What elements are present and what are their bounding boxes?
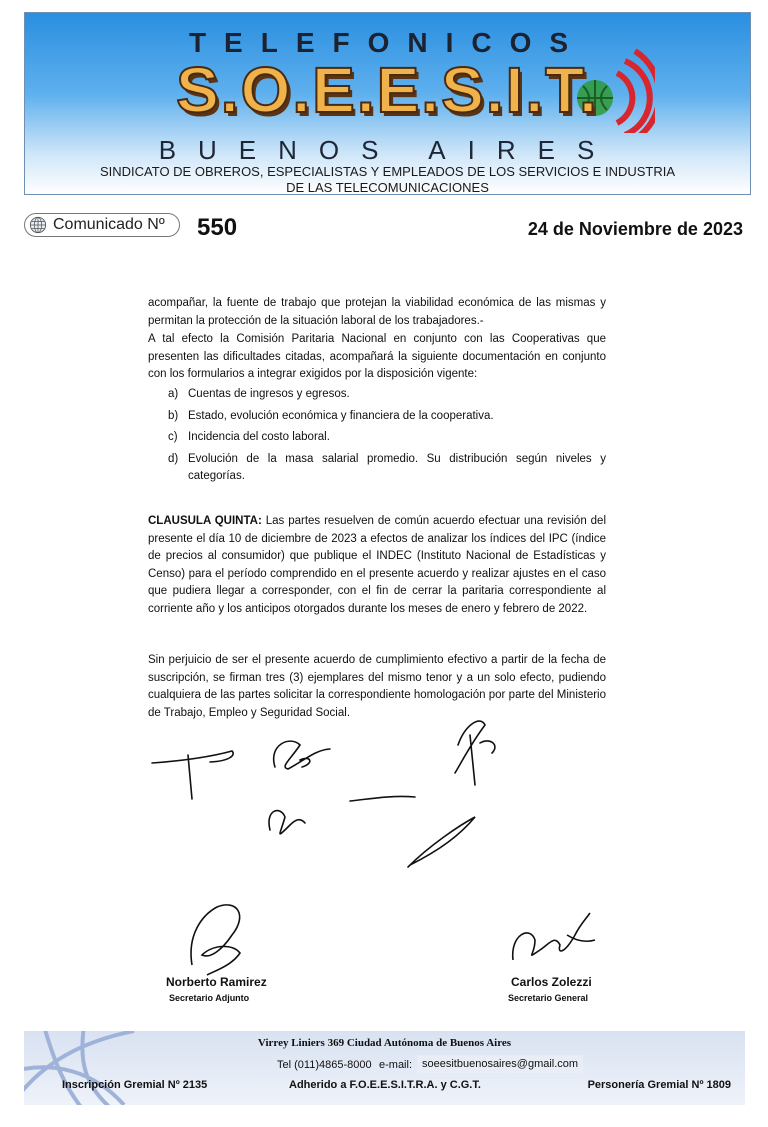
clausula-quinta bbox=[148, 513, 606, 618]
comunicado-date: 24 de Noviembre de 2023 bbox=[527, 219, 743, 239]
comunicado-label: Comunicado Nº bbox=[53, 216, 165, 233]
globe-icon bbox=[29, 216, 47, 234]
list-letter: a) bbox=[168, 388, 179, 400]
signatory-role: Secretario Adjunto bbox=[169, 993, 250, 1003]
footer-address: Virrey Liniers 369 Ciudad Autónoma de Buenos Aires bbox=[257, 1037, 512, 1049]
signatory-name: Carlos Zolezzi bbox=[511, 975, 592, 989]
comunicado-badge bbox=[24, 213, 180, 237]
header-city: BUENOS AIRES bbox=[158, 135, 617, 165]
signature-carlos bbox=[505, 905, 600, 970]
signatures bbox=[140, 705, 530, 880]
signature-scribble bbox=[408, 817, 475, 867]
paragraph-2: A tal efecto la Comisión Paritaria Nacional en conjunto con las Cooperativas que presenten las dificultades citadas, acompañará la siguiente documentación en conjunto con los formularios a integrar exigidos por la disposición vigente: bbox=[148, 333, 606, 380]
list-letter: b) bbox=[168, 409, 179, 422]
signature-scribble bbox=[455, 721, 495, 785]
footer-adherido: Adherido a F.O.E.E.S.I.T.R.A. y C.G.T. bbox=[289, 1079, 481, 1091]
list-text: Estado, evolución económica y financiera de la cooperativa. bbox=[188, 409, 494, 422]
list-text: Cuentas de ingresos y egresos. bbox=[188, 388, 350, 400]
list-item bbox=[168, 408, 606, 426]
signature-scribble bbox=[274, 741, 330, 769]
header-subtitle-2: DE LAS TELECOMUNICACIONES bbox=[286, 180, 489, 195]
list-item bbox=[168, 386, 606, 404]
footer bbox=[24, 1031, 745, 1105]
paragraph-4: Sin perjuicio de ser el presente acuerdo de cumplimiento efectivo a partir de la fecha de suscripción, se firman tres (3) ejemplares del mismo tenor y a un solo efecto, pudiendo cualquiera de las partes solicitar la correspondiente homologación por parte del Ministerio de Trabajo, Empleo y Seguridad Social. bbox=[148, 654, 606, 719]
signatory-name: Norberto Ramirez bbox=[166, 975, 267, 989]
footer-email[interactable]: soeesitbuenosaires@gmail.com bbox=[417, 1055, 583, 1073]
clausula-text: Las partes resuelven de común acuerdo efectuar una revisión del presente el día 10 de diciembre de 2023 a efectos de analizar los índices del IPC (índice de precios al consumidor) que publique el INDEC (Instituto Nacional de Estadísticas y Censo) para el período comprendido en el presente acuerdo y realizar ajustes en el caso que pudiera llegar a corresponder, con el fin de cerrar la paritaria correspondiente al corriente año y los anticipos otorgados durante los meses de enero y febrero de 2022. bbox=[148, 515, 606, 615]
list-item bbox=[168, 429, 606, 447]
footer-personeria: Personería Gremial Nº 1809 bbox=[587, 1079, 731, 1091]
signature-scribble bbox=[152, 751, 233, 799]
signature-norberto bbox=[182, 895, 262, 980]
header-banner bbox=[24, 12, 751, 195]
document-list bbox=[168, 386, 606, 490]
paragraph-1: acompañar, la fuente de trabajo que protejan la viabilidad económica de las mismas y permitan la protección de la situación laboral de los trabajadores.- bbox=[148, 297, 606, 327]
signature-scribble bbox=[269, 811, 305, 834]
list-text: Incidencia del costo laboral. bbox=[188, 431, 330, 443]
list-text: Evolución de la masa salarial promedio. Su distribución según niveles y categorías. bbox=[188, 452, 606, 482]
header-top-word: TELEFONICOS bbox=[188, 27, 587, 58]
list-letter: c) bbox=[168, 431, 178, 443]
footer-email-label: e-mail: bbox=[379, 1059, 413, 1071]
signatory-role: Secretario General bbox=[508, 993, 589, 1003]
footer-tel: Tel (011)4865-8000 bbox=[277, 1059, 372, 1071]
logo-text: S.O.E.E.S.I.T. bbox=[176, 54, 599, 126]
comunicado-number: 550 bbox=[197, 214, 238, 241]
list-item bbox=[168, 451, 606, 486]
header-subtitle-1: SINDICATO DE OBREROS, ESPECIALISTAS Y EMPLEADOS DE LOS SERVICIOS E INDUSTRIA bbox=[99, 164, 676, 179]
signature-scribble bbox=[350, 796, 415, 801]
clausula-title: CLAUSULA QUINTA: bbox=[148, 515, 262, 527]
list-letter: d) bbox=[168, 452, 179, 465]
footer-inscripcion: Inscripción Gremial Nº 2135 bbox=[62, 1079, 208, 1091]
